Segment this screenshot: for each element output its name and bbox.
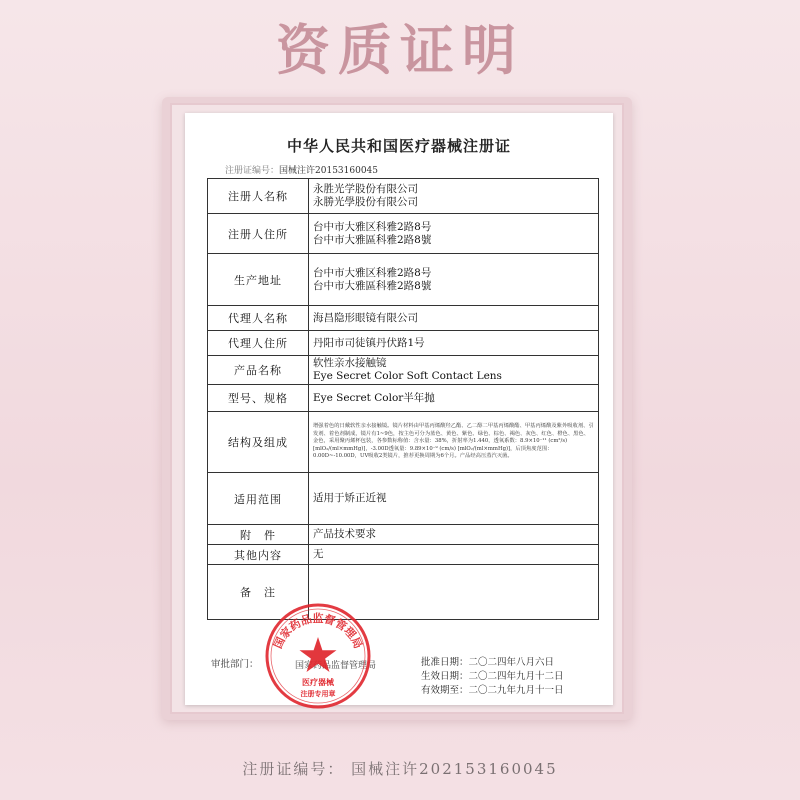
dates-block — [421, 656, 564, 698]
table-row — [208, 254, 599, 306]
row-key: 代理人住所 — [208, 331, 309, 356]
row-key: 型号、规格 — [208, 385, 309, 412]
table-row — [208, 473, 599, 525]
row-value: 产品技术要求 — [309, 525, 599, 545]
certificate-table — [207, 178, 599, 620]
approval-date: 批准日期：二〇二四年八月六日 — [421, 657, 555, 668]
row-value: 海昌隐形眼镜有限公司 — [309, 306, 599, 331]
table-row — [208, 331, 599, 356]
registration-number-label: 注册证编号： — [225, 166, 280, 176]
approver-name: 国家药品监督管理局 — [295, 661, 377, 671]
certificate-paper — [185, 113, 613, 705]
approver-label: 审批部门： — [211, 659, 259, 670]
row-key: 生产地址 — [208, 254, 309, 306]
table-row — [208, 306, 599, 331]
value-line: 台中市大雅区科雅2路8号 — [313, 220, 432, 233]
expiry-date: 有效期至：二〇二九年九月十一日 — [421, 685, 564, 696]
row-value — [309, 254, 599, 306]
row-key: 备 注 — [208, 565, 309, 620]
value-line: 台中市大雅區科雅2路8號 — [313, 233, 432, 246]
row-value: 增强着色的日戴软性亲水接触镜。镜片材料由甲基丙烯酸羟乙酯、乙二醇二甲基丙烯酸酯、甲基丙烯酸及紫外吸收剂、引发剂、着色剂制成，镜片有1~9色，按主色可分为蓝色、黄色、紫色、绿色、棕色、褐色、灰色、红色、橙色、黑色、金色，采用聚丙烯杯包装，各参数标称值：含水量：38%，折射率为1.440，透氧系数：8.9×10⁻¹¹ (cm²/s) [mlO₂/(ml×mmHg)]，-3.00D透氧量：9.89×10⁻⁹ (cm/s) [mlO₂/(ml×mmHg)]，后顶焦度范围：0.00D~-10.00D，UV吸收2类镜片，推荐更换周期为6个月。产品经高压蒸汽灭菌。 — [309, 412, 599, 473]
seal-star-icon — [300, 637, 337, 672]
row-key: 附 件 — [208, 525, 309, 545]
value-line: 软性亲水接触镜 — [313, 357, 387, 369]
row-key: 代理人名称 — [208, 306, 309, 331]
official-seal-stamp — [263, 601, 373, 711]
effective-date: 生效日期：二〇二四年九月十二日 — [421, 671, 564, 682]
value-line: 台中市大雅區科雅2路8號 — [313, 279, 432, 292]
row-value — [309, 179, 599, 214]
seal-outer-text: 国家药品监督管理局 — [271, 612, 365, 651]
table-row — [208, 179, 599, 214]
table-row — [208, 385, 599, 412]
row-value: 丹阳市司徒镇丹伏路1号 — [309, 331, 599, 356]
row-value: Eye Secret Color半年抛 — [309, 385, 599, 412]
row-key: 适用范围 — [208, 473, 309, 525]
seal-line-1: 医疗器械 — [302, 678, 334, 687]
value-line: Eye Secret Color Soft Contact Lens — [313, 370, 502, 382]
registration-number-value: 国械注许20153160045 — [279, 166, 379, 176]
value-line: 永胜光学股份有限公司 — [313, 183, 418, 195]
value-line: 永勝光學股份有限公司 — [313, 196, 418, 208]
certificate-title: 中华人民共和国医疗器械注册证 — [286, 137, 511, 155]
table-row — [208, 412, 599, 473]
row-key: 注册人名称 — [208, 179, 309, 214]
table-row — [208, 525, 599, 545]
value-line: 台中市大雅区科雅2路8号 — [313, 266, 432, 279]
row-value — [309, 214, 599, 254]
row-value — [309, 356, 599, 385]
row-key: 结构及组成 — [208, 412, 309, 473]
table-row — [208, 356, 599, 385]
footer-registration-number: 注册证编号： 国械注许202153160045 — [242, 760, 558, 778]
seal-line-2: 注册专用章 — [300, 690, 336, 698]
row-value: 适用于矫正近视 — [309, 473, 599, 525]
row-key: 其他内容 — [208, 545, 309, 565]
table-row — [208, 545, 599, 565]
row-value: 无 — [309, 545, 599, 565]
banner-title: 资质证明 — [276, 18, 524, 82]
table-row — [208, 214, 599, 254]
registration-number — [225, 163, 378, 176]
row-key: 注册人住所 — [208, 214, 309, 254]
row-key: 产品名称 — [208, 356, 309, 385]
